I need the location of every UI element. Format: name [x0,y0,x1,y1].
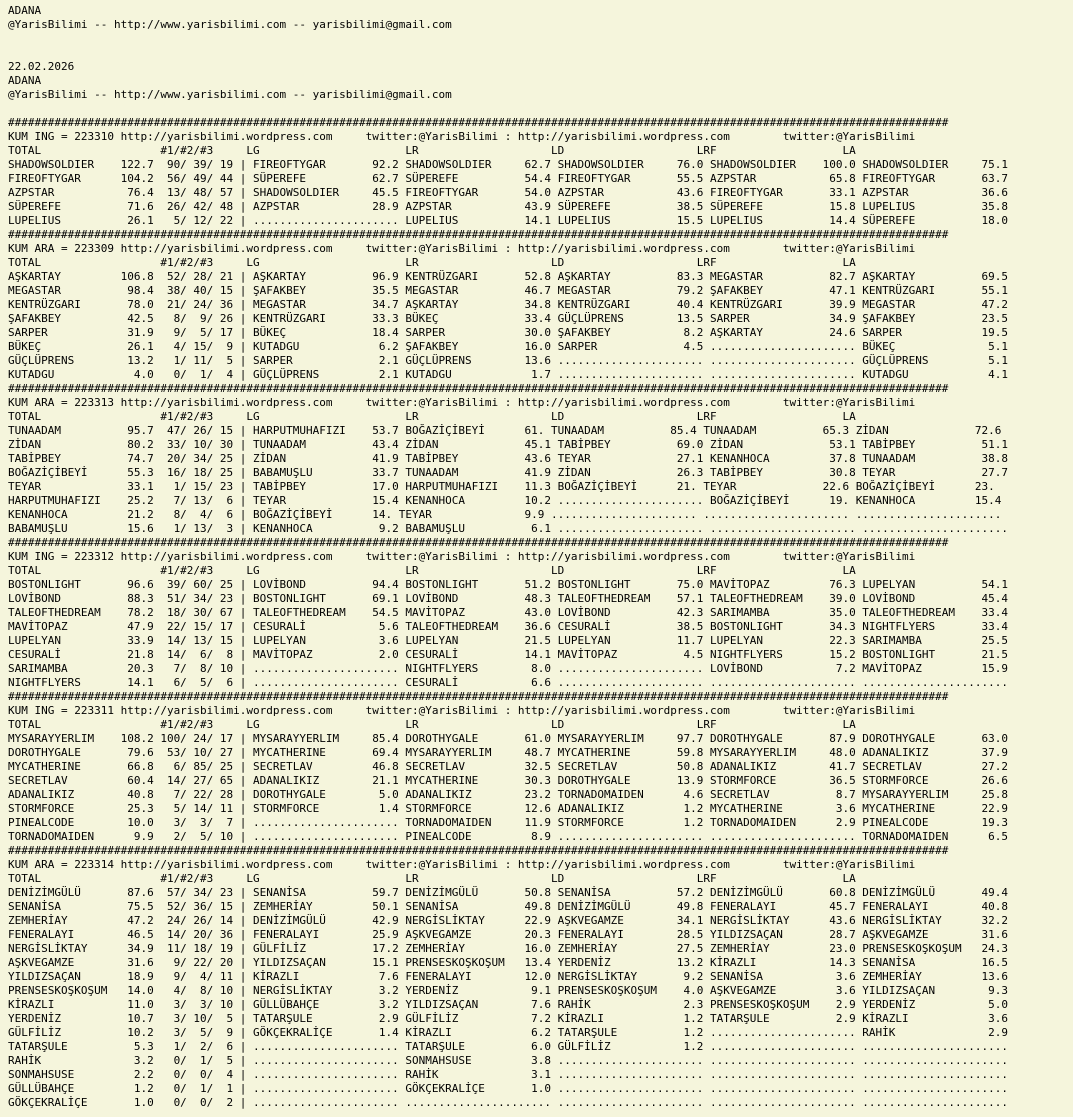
blank-line [8,32,1073,46]
horse-row: AZPSTAR 76.4 13/ 48/ 57 | SHADOWSOLDIER 45.5 FIREOFTYGAR 54.0 AZPSTAR 43.6 FIREOFTYGAR 33.1 AZPSTAR 36.6 [8,186,1009,199]
race-header: KUM ING = 223311 http://yarisbilimi.wordpress.com twitter:@YarisBilimi : http://yarisbilimi.wordpress.com twitter:@YarisBilimi [8,704,916,717]
horse-row: SHADOWSOLDIER 122.7 90/ 39/ 19 | FIREOFTYGAR 92.2 SHADOWSOLDIER 62.7 SHADOWSOLDIER 76.0 SHADOWSOLDIER 100.0 SHADOWSOLDIER 75.1 [8,158,1009,171]
horse-row: PINEALCODE 10.0 3/ 3/ 7 | ...................... TORNADOMAIDEN 11.9 STORMFORCE 1.2 TORNADOMAIDEN 2.9 PINEALCODE 19.3 [8,816,1009,829]
horse-row: TUNAADAM 95.7 47/ 26/ 15 | HARPUTMUHAFIZI 53.7 BOĞAZİÇİBEYİ 61. TUNAADAM 85.4 TUNAADAM 65.3 ZİDAN 72.6 [8,424,1002,437]
horse-row: RAHİK 3.2 0/ 1/ 5 | ...................... SONMAHSUSE 3.8 ...................... ...................... ...................... [8,1054,1009,1067]
horse-row: FIREOFTYGAR 104.2 56/ 49/ 44 | SÜPEREFE 62.7 SÜPEREFE 54.4 FIREOFTYGAR 55.5 AZPSTAR 65.8 FIREOFTYGAR 63.7 [8,172,1009,185]
horse-row: GÜLFİLİZ 10.2 3/ 5/ 9 | GÖKÇEKRALİÇE 1.4 KİRAZLI 6.2 TATARŞULE 1.2 ...................... RAHİK 2.9 [8,1026,1009,1039]
horse-row: GÜLLÜBAHÇE 1.2 0/ 1/ 1 | ...................... GÖKÇEKRALİÇE 1.0 ...................... ...................... ...................... [8,1082,1009,1095]
horse-row: SARPER 31.9 9/ 5/ 17 | BÜKEÇ 18.4 SARPER 30.0 ŞAFAKBEY 8.2 AŞKARTAY 24.6 SARPER 19.5 [8,326,1009,339]
horse-row: DOROTHYGALE 79.6 53/ 10/ 27 | MYCATHERINE 69.4 MYSARAYYERLIM 48.7 MYCATHERINE 59.8 MYSARAYYERLIM 48.0 ADANALIKIZ 37.9 [8,746,1009,759]
horse-row: GÜÇLÜPRENS 13.2 1/ 11/ 5 | SARPER 2.1 GÜÇLÜPRENS 13.6 ...................... ...................... GÜÇLÜPRENS 5.1 [8,354,1009,367]
column-header: TOTAL #1/#2/#3 LG LR LD LRF LA [8,718,856,731]
horse-row: BÜKEÇ 26.1 4/ 15/ 9 | KUTADGU 6.2 ŞAFAKBEY 16.0 SARPER 4.5 ...................... BÜKEÇ 5.1 [8,340,1009,353]
race-header: KUM ING = 223312 http://yarisbilimi.wordpress.com twitter:@YarisBilimi : http://yarisbilimi.wordpress.com twitter:@YarisBilimi [8,550,916,563]
horse-row: ZİDAN 80.2 33/ 10/ 30 | TUNAADAM 43.4 ZİDAN 45.1 TABİPBEY 69.0 ZİDAN 53.1 TABİPBEY 51.1 [8,438,1009,451]
horse-row: SENANİSA 75.5 52/ 36/ 15 | ZEMHERİAY 50.1 SENANİSA 49.8 DENİZİMGÜLÜ 49.8 FENERALAYI 45.7 FENERALAYI 40.8 [8,900,1009,913]
race-header: KUM ARA = 223313 http://yarisbilimi.wordpress.com twitter:@YarisBilimi : http://yarisbilimi.wordpress.com twitter:@YarisBilimi [8,396,916,409]
contact-line: @YarisBilimi -- http://www.yarisbilimi.com -- yarisbilimi@gmail.com [8,18,452,31]
race-header: KUM ING = 223310 http://yarisbilimi.wordpress.com twitter:@YarisBilimi : http://yarisbilimi.wordpress.com twitter:@YarisBilimi [8,130,916,143]
horse-row: ŞAFAKBEY 42.5 8/ 9/ 26 | KENTRÜZGARI 33.3 BÜKEÇ 33.4 GÜÇLÜPRENS 13.5 SARPER 34.9 ŞAFAKBEY 23.5 [8,312,1009,325]
contact-line: @YarisBilimi -- http://www.yarisbilimi.com -- yarisbilimi@gmail.com [8,88,452,101]
horse-row: MYSARAYYERLIM 108.2 100/ 24/ 17 | MYSARAYYERLIM 85.4 DOROTHYGALE 61.0 MYSARAYYERLIM 97.7 DOROTHYGALE 87.9 DOROTHYGALE 63.0 [8,732,1009,745]
horse-row: TABİPBEY 74.7 20/ 34/ 25 | ZİDAN 41.9 TABİPBEY 43.6 TEYAR 27.1 KENANHOCA 37.8 TUNAADAM 38.8 [8,452,1009,465]
city-title: ADANA [8,4,42,17]
horse-row: SONMAHSUSE 2.2 0/ 0/ 4 | ...................... RAHİK 3.1 ...................... ...................... ...................... [8,1068,1009,1081]
city-title: ADANA [8,74,42,87]
blank-line [8,46,1073,60]
horse-row: CESURALİ 21.8 14/ 6/ 8 | MAVİTOPAZ 2.0 CESURALİ 14.1 MAVİTOPAZ 4.5 NIGHTFLYERS 15.2 BOSTONLIGHT 21.5 [8,648,1009,661]
horse-row: TALEOFTHEDREAM 78.2 18/ 30/ 67 | TALEOFTHEDREAM 54.5 MAVİTOPAZ 43.0 LOVİBOND 42.3 SARIMAMBA 35.0 TALEOFTHEDREAM 33.4 [8,606,1009,619]
horse-row: HARPUTMUHAFIZI 25.2 7/ 13/ 6 | TEYAR 15.4 KENANHOCA 10.2 ...................... BOĞAZİÇİBEYİ 19. KENANHOCA 15.4 [8,494,1002,507]
column-header: TOTAL #1/#2/#3 LG LR LD LRF LA [8,256,856,269]
horse-row: SÜPEREFE 71.6 26/ 42/ 48 | AZPSTAR 28.9 AZPSTAR 43.9 SÜPEREFE 38.5 SÜPEREFE 15.8 LUPELIUS 35.8 [8,200,1009,213]
horse-row: DENİZİMGÜLÜ 87.6 57/ 34/ 23 | SENANİSA 59.7 DENİZİMGÜLÜ 50.8 SENANİSA 57.2 DENİZİMGÜLÜ 60.8 DENİZİMGÜLÜ 49.4 [8,886,1009,899]
horse-row: FENERALAYI 46.5 14/ 20/ 36 | FENERALAYI 25.9 AŞKVEGAMZE 20.3 FENERALAYI 28.5 YILDIZSAÇAN 28.7 AŞKVEGAMZE 31.6 [8,928,1009,941]
horse-row: TORNADOMAIDEN 9.9 2/ 5/ 10 | ...................... PINEALCODE 8.9 ...................... ...................... TORNADOMAIDEN 6.5 [8,830,1009,843]
horse-row: LOVİBOND 88.3 51/ 34/ 23 | BOSTONLIGHT 69.1 LOVİBOND 48.3 TALEOFTHEDREAM 57.1 TALEOFTHEDREAM 39.0 LOVİBOND 45.4 [8,592,1009,605]
horse-row: KUTADGU 4.0 0/ 1/ 4 | GÜÇLÜPRENS 2.1 KUTADGU 1.7 ...................... ...................... KUTADGU 4.1 [8,368,1009,381]
section-separator: ############################################################################################################################################## [8,382,949,395]
column-header: TOTAL #1/#2/#3 LG LR LD LRF LA [8,144,856,157]
race-header: KUM ARA = 223309 http://yarisbilimi.wordpress.com twitter:@YarisBilimi : http://yarisbilimi.wordpress.com twitter:@YarisBilimi [8,242,916,255]
report-date: 22.02.2026 [8,60,75,73]
horse-row: PRENSESKOŞKOŞUM 14.0 4/ 8/ 10 | NERGİSLİKTAY 3.2 YERDENİZ 9.1 PRENSESKOŞKOŞUM 4.0 AŞKVEGAMZE 3.6 YILDIZSAÇAN 9.3 [8,984,1009,997]
horse-row: NIGHTFLYERS 14.1 6/ 5/ 6 | ...................... CESURALİ 6.6 ...................... ...................... ...................... [8,676,1009,689]
horse-row: KİRAZLI 11.0 3/ 3/ 10 | GÜLLÜBAHÇE 3.2 YILDIZSAÇAN 7.6 RAHİK 2.3 PRENSESKOŞKOŞUM 2.9 YERDENİZ 5.0 [8,998,1009,1011]
section-separator: ############################################################################################################################################## [8,228,949,241]
horse-row: YERDENİZ 10.7 3/ 10/ 5 | TATARŞULE 2.9 GÜLFİLİZ 7.2 KİRAZLI 1.2 TATARŞULE 2.9 KİRAZLI 3.6 [8,1012,1009,1025]
section-separator: ############################################################################################################################################## [8,536,949,549]
horse-row: KENANHOCA 21.2 8/ 4/ 6 | BOĞAZİÇİBEYİ 14. TEYAR 9.9 ...................... ...................... ...................... [8,508,1002,521]
race-header: KUM ARA = 223314 http://yarisbilimi.wordpress.com twitter:@YarisBilimi : http://yarisbilimi.wordpress.com twitter:@YarisBilimi [8,858,916,871]
horse-row: TEYAR 33.1 1/ 15/ 23 | TABİPBEY 17.0 HARPUTMUHAFIZI 11.3 BOĞAZİÇİBEYİ 21. TEYAR 22.6 BOĞAZİÇİBEYİ 23. [8,480,995,493]
horse-row: BOSTONLIGHT 96.6 39/ 60/ 25 | LOVİBOND 94.4 BOSTONLIGHT 51.2 BOSTONLIGHT 75.0 MAVİTOPAZ 76.3 LUPELYAN 54.1 [8,578,1009,591]
horse-row: GÖKÇEKRALİÇE 1.0 0/ 0/ 2 | ...................... ...................... ...................... ...................... ...................... [8,1096,1009,1109]
horse-row: MAVİTOPAZ 47.9 22/ 15/ 17 | CESURALİ 5.6 TALEOFTHEDREAM 36.6 CESURALİ 38.5 BOSTONLIGHT 34.3 NIGHTFLYERS 33.4 [8,620,1009,633]
horse-row: BABAMUŞLU 15.6 1/ 13/ 3 | KENANHOCA 9.2 BABAMUŞLU 6.1 ...................... ...................... ...................... [8,522,1009,535]
horse-row: ZEMHERİAY 47.2 24/ 26/ 14 | DENİZİMGÜLÜ 42.9 NERGİSLİKTAY 22.9 AŞKVEGAMZE 34.1 NERGİSLİKTAY 43.6 NERGİSLİKTAY 32.2 [8,914,1009,927]
column-header: TOTAL #1/#2/#3 LG LR LD LRF LA [8,564,856,577]
horse-row: AŞKVEGAMZE 31.6 9/ 22/ 20 | YILDIZSAÇAN 15.1 PRENSESKOŞKOŞUM 13.4 YERDENİZ 13.2 KİRAZLI 14.3 SENANİSA 16.5 [8,956,1009,969]
horse-row: MEGASTAR 98.4 38/ 40/ 15 | ŞAFAKBEY 35.5 MEGASTAR 46.7 MEGASTAR 79.2 ŞAFAKBEY 47.1 KENTRÜZGARI 55.1 [8,284,1009,297]
section-separator: ############################################################################################################################################## [8,116,949,129]
section-separator: ############################################################################################################################################## [8,844,949,857]
horse-row: ADANALIKIZ 40.8 7/ 22/ 28 | DOROTHYGALE 5.0 ADANALIKIZ 23.2 TORNADOMAIDEN 4.6 SECRETLAV 8.7 MYSARAYYERLIM 25.8 [8,788,1009,801]
horse-row: TATARŞULE 5.3 1/ 2/ 6 | ...................... TATARŞULE 6.0 GÜLFİLİZ 1.2 ...................... ...................... [8,1040,1009,1053]
blank-line [8,102,1073,116]
horse-row: YILDIZSAÇAN 18.9 9/ 4/ 11 | KİRAZLI 7.6 FENERALAYI 12.0 NERGİSLİKTAY 9.2 SENANİSA 3.6 ZEMHERİAY 13.6 [8,970,1009,983]
horse-row: SECRETLAV 60.4 14/ 27/ 65 | ADANALIKIZ 21.1 MYCATHERINE 30.3 DOROTHYGALE 13.9 STORMFORCE 36.5 STORMFORCE 26.6 [8,774,1009,787]
horse-row: STORMFORCE 25.3 5/ 14/ 11 | STORMFORCE 1.4 STORMFORCE 12.6 ADANALIKIZ 1.2 MYCATHERINE 3.6 MYCATHERINE 22.9 [8,802,1009,815]
horse-row: MYCATHERINE 66.8 6/ 85/ 25 | SECRETLAV 46.8 SECRETLAV 32.5 SECRETLAV 50.8 ADANALIKIZ 41.7 SECRETLAV 27.2 [8,760,1009,773]
horse-row: LUPELYAN 33.9 14/ 13/ 15 | LUPELYAN 3.6 LUPELYAN 21.5 LUPELYAN 11.7 LUPELYAN 22.3 SARIMAMBA 25.5 [8,634,1009,647]
column-header: TOTAL #1/#2/#3 LG LR LD LRF LA [8,410,856,423]
horse-row: BOĞAZİÇİBEYİ 55.3 16/ 18/ 25 | BABAMUŞLU 33.7 TUNAADAM 41.9 ZİDAN 26.3 TABİPBEY 30.8 TEYAR 27.7 [8,466,1009,479]
section-separator: ############################################################################################################################################## [8,690,949,703]
horse-row: LUPELIUS 26.1 5/ 12/ 22 | ...................... LUPELIUS 14.1 LUPELIUS 15.5 LUPELIUS 14.4 SÜPEREFE 18.0 [8,214,1009,227]
horse-row: AŞKARTAY 106.8 52/ 28/ 21 | AŞKARTAY 96.9 KENTRÜZGARI 52.8 AŞKARTAY 83.3 MEGASTAR 82.7 AŞKARTAY 69.5 [8,270,1009,283]
horse-row: NERGİSLİKTAY 34.9 11/ 18/ 19 | GÜLFİLİZ 17.2 ZEMHERİAY 16.0 ZEMHERİAY 27.5 ZEMHERİAY 23.0 PRENSESKOŞKOŞUM 24.3 [8,942,1009,955]
horse-row: KENTRÜZGARI 78.0 21/ 24/ 36 | MEGASTAR 34.7 AŞKARTAY 34.8 KENTRÜZGARI 40.4 KENTRÜZGARI 39.9 MEGASTAR 47.2 [8,298,1009,311]
horse-row: SARIMAMBA 20.3 7/ 8/ 10 | ...................... NIGHTFLYERS 8.0 ...................... LOVİBOND 7.2 MAVİTOPAZ 15.9 [8,662,1009,675]
column-header: TOTAL #1/#2/#3 LG LR LD LRF LA [8,872,856,885]
